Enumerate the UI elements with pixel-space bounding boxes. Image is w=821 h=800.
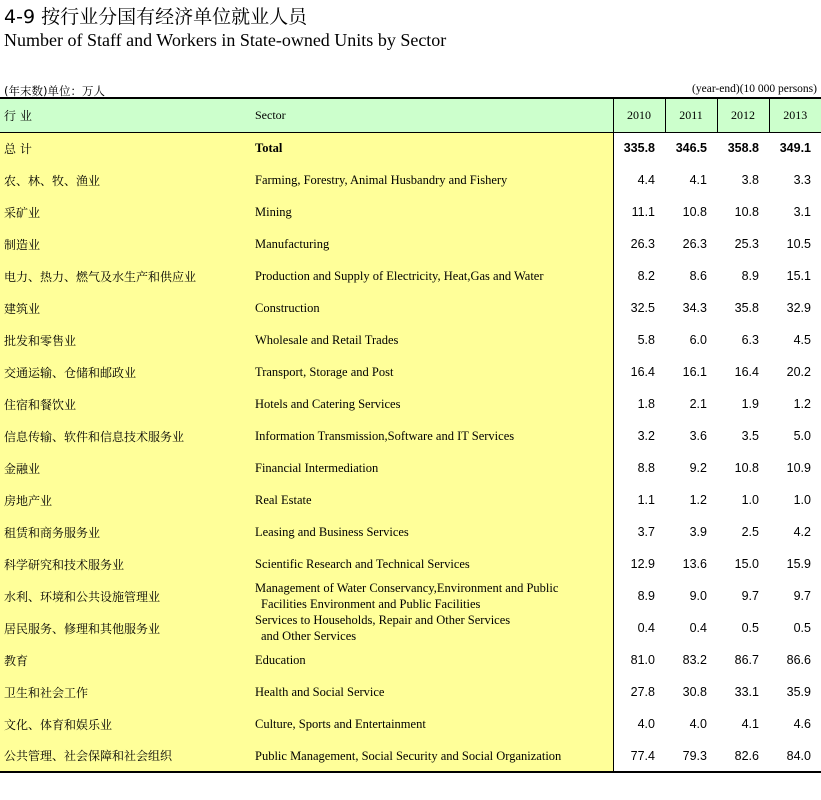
value-cell: 86.6 — [786, 653, 811, 667]
industry-name-cn: 金融业 — [0, 452, 251, 484]
industry-name-cn: 总 计 — [0, 132, 251, 164]
value-cell: 34.3 — [682, 301, 707, 315]
sector-name-en — [251, 324, 613, 356]
value-cell: 27.8 — [613, 676, 665, 708]
sector-name-line-2: and Other Services — [261, 629, 357, 643]
sector-name-en — [251, 388, 613, 420]
table-row — [0, 676, 821, 708]
sector-name-en — [251, 484, 613, 516]
value-cell: 358.8 — [727, 141, 759, 156]
value-cell: 4.6 — [793, 717, 811, 731]
table-row — [0, 612, 821, 644]
table-row — [0, 164, 821, 196]
value-cell: 0.5 — [793, 621, 811, 635]
industry-name-cn: 住宿和餐饮业 — [0, 388, 251, 420]
value-cell: 2.1 — [689, 397, 707, 411]
sector-name-line: Wholesale and Retail Trades — [255, 333, 399, 347]
staff-workers-table — [0, 97, 821, 773]
column-header-sector: Sector — [251, 98, 613, 132]
column-header-year: 2010 — [613, 98, 665, 132]
value-cell: 35.9 — [786, 685, 811, 699]
value-cell: 8.8 — [613, 452, 665, 484]
sector-name-line: Leasing and Business Services — [255, 525, 409, 539]
sector-name-line: Services to Households, Repair and Other Services — [255, 613, 511, 627]
value-cell: 335.8 — [613, 132, 665, 164]
value-cell: 10.8 — [734, 461, 759, 475]
value-cell: 26.3 — [613, 228, 665, 260]
sector-name-line: Culture, Sports and Entertainment — [255, 717, 426, 731]
table-row — [0, 708, 821, 740]
industry-name-cn: 公共管理、社会保障和社会组织 — [0, 740, 251, 772]
value-cell: 30.8 — [682, 685, 707, 699]
value-cell: 9.0 — [689, 589, 707, 603]
value-cell: 33.1 — [734, 685, 759, 699]
value-cell: 1.1 — [613, 484, 665, 516]
industry-name-cn: 信息传输、软件和信息技术服务业 — [0, 420, 251, 452]
value-cell: 346.5 — [675, 141, 707, 156]
sector-name-line: Farming, Forestry, Animal Husbandry and Fishery — [255, 173, 508, 187]
value-cell: 16.4 — [613, 356, 665, 388]
value-cell: 2.5 — [741, 525, 759, 539]
header-row — [0, 98, 821, 132]
table-row — [0, 548, 821, 580]
column-header-industry: 行 业 — [0, 98, 251, 132]
sector-name-en — [251, 164, 613, 196]
value-cell: 4.1 — [741, 717, 759, 731]
sector-name-en — [251, 548, 613, 580]
industry-name-cn: 租赁和商务服务业 — [0, 516, 251, 548]
value-cell: 10.5 — [786, 237, 811, 251]
value-cell: 3.9 — [689, 525, 707, 539]
value-cell: 79.3 — [665, 740, 717, 772]
unit-note-cn: (年末数)单位：万人 — [4, 84, 105, 98]
sector-name-en — [251, 708, 613, 740]
value-cell: 8.6 — [689, 269, 707, 283]
value-cell: 4.5 — [793, 333, 811, 347]
value-cell: 3.8 — [741, 173, 759, 187]
value-cell: 8.9 — [741, 269, 759, 283]
sector-name-en — [251, 420, 613, 452]
sector-name-en — [251, 740, 613, 772]
total-row — [0, 132, 821, 164]
value-cell: 86.7 — [734, 653, 759, 667]
industry-name-cn: 居民服务、修理和其他服务业 — [0, 612, 251, 644]
table-row — [0, 516, 821, 548]
sector-name-line: Management of Water Conservancy,Environment and Public — [255, 581, 559, 595]
table-row — [0, 228, 821, 260]
table-row — [0, 324, 821, 356]
sector-name-en — [251, 516, 613, 548]
sector-name-en — [251, 452, 613, 484]
value-cell: 6.0 — [689, 333, 707, 347]
sector-name-line: Production and Supply of Electricity, Heat,Gas and Water — [255, 269, 544, 283]
value-cell: 77.4 — [613, 740, 665, 772]
value-cell: 10.9 — [786, 461, 811, 475]
value-cell: 3.6 — [689, 429, 707, 443]
table-row — [0, 196, 821, 228]
sector-name-line: Financial Intermediation — [255, 461, 379, 475]
value-cell: 8.2 — [613, 260, 665, 292]
industry-name-cn: 农、林、牧、渔业 — [0, 164, 251, 196]
value-cell: 1.2 — [689, 493, 707, 507]
value-cell: 15.1 — [786, 269, 811, 283]
value-cell: 4.1 — [689, 173, 707, 187]
industry-name-cn: 采矿业 — [0, 196, 251, 228]
value-cell: 4.0 — [689, 717, 707, 731]
sector-name-line: Transport, Storage and Post — [255, 365, 394, 379]
table-row — [0, 644, 821, 676]
value-cell: 26.3 — [682, 237, 707, 251]
industry-name-cn: 教育 — [0, 644, 251, 676]
value-cell: 5.8 — [613, 324, 665, 356]
value-cell: 16.4 — [734, 365, 759, 379]
industry-name-cn: 科学研究和技术服务业 — [0, 548, 251, 580]
table-row — [0, 388, 821, 420]
table-row — [0, 292, 821, 324]
column-header-year: 2011 — [665, 98, 717, 132]
industry-name-cn: 房地产业 — [0, 484, 251, 516]
value-cell: 349.1 — [779, 141, 811, 156]
sector-name-line: Education — [255, 653, 306, 667]
industry-name-cn: 制造业 — [0, 228, 251, 260]
industry-name-cn: 文化、体育和娱乐业 — [0, 708, 251, 740]
industry-name-cn: 电力、热力、燃气及水生产和供应业 — [0, 260, 251, 292]
value-cell: 1.2 — [793, 397, 811, 411]
sector-name-line: Hotels and Catering Services — [255, 397, 401, 411]
value-cell: 0.4 — [689, 621, 707, 635]
value-cell: 32.5 — [613, 292, 665, 324]
column-header-year: 2012 — [717, 98, 769, 132]
sector-name-line: Scientific Research and Technical Services — [255, 557, 470, 571]
value-cell: 1.8 — [613, 388, 665, 420]
sector-name-line: Information Transmission,Software and IT Services — [255, 429, 515, 443]
table-row — [0, 484, 821, 516]
value-cell: 10.8 — [682, 205, 707, 219]
sector-name-line: Public Management, Social Security and Social Organization — [255, 748, 562, 763]
value-cell: 1.9 — [741, 397, 759, 411]
value-cell: 15.9 — [786, 557, 811, 571]
value-cell: 0.4 — [613, 612, 665, 644]
sector-name-line: Mining — [255, 205, 292, 219]
sector-name-en — [251, 644, 613, 676]
table-row — [0, 580, 821, 612]
value-cell: 3.3 — [793, 173, 811, 187]
table-row — [0, 452, 821, 484]
value-cell: 6.3 — [741, 333, 759, 347]
value-cell: 13.6 — [682, 557, 707, 571]
value-cell: 83.2 — [682, 653, 707, 667]
value-cell: 1.0 — [741, 493, 759, 507]
value-cell: 12.9 — [613, 548, 665, 580]
sector-name-en — [251, 612, 613, 644]
sector-name-en — [251, 228, 613, 260]
table-row — [0, 740, 821, 772]
value-cell: 3.1 — [793, 205, 811, 219]
value-cell: 8.9 — [613, 580, 665, 612]
sector-name-en — [251, 676, 613, 708]
value-cell: 20.2 — [786, 365, 811, 379]
value-cell: 4.2 — [793, 525, 811, 539]
value-cell: 4.0 — [613, 708, 665, 740]
sector-name-en — [251, 356, 613, 388]
industry-name-cn: 建筑业 — [0, 292, 251, 324]
sector-name-en — [251, 196, 613, 228]
value-cell: 25.3 — [734, 237, 759, 251]
value-cell: 15.0 — [734, 557, 759, 571]
column-header-year: 2013 — [769, 98, 821, 132]
sector-name-line: Total — [255, 141, 283, 156]
value-cell: 10.8 — [734, 205, 759, 219]
value-cell: 11.1 — [613, 196, 665, 228]
unit-note-en: (year-end)(10 000 persons) — [692, 83, 817, 95]
sector-name-en — [251, 260, 613, 292]
value-cell: 32.9 — [786, 301, 811, 315]
table-row — [0, 420, 821, 452]
value-cell: 82.6 — [717, 740, 769, 772]
sector-name-line: Manufacturing — [255, 237, 330, 251]
industry-name-cn: 批发和零售业 — [0, 324, 251, 356]
sector-name-en — [251, 132, 613, 164]
sector-name-line: Construction — [255, 301, 320, 315]
sector-name-line-2: Facilities Environment and Public Facilities — [261, 597, 481, 611]
industry-name-cn: 卫生和社会工作 — [0, 676, 251, 708]
value-cell: 9.7 — [741, 589, 759, 603]
value-cell: 3.7 — [613, 516, 665, 548]
value-cell: 3.2 — [613, 420, 665, 452]
value-cell: 9.2 — [689, 461, 707, 475]
table-row — [0, 260, 821, 292]
value-cell: 3.5 — [741, 429, 759, 443]
value-cell: 5.0 — [793, 429, 811, 443]
industry-name-cn: 水利、环境和公共设施管理业 — [0, 580, 251, 612]
value-cell: 1.0 — [793, 493, 811, 507]
page-title-en: Number of Staff and Workers in State-owned Units by Sector — [4, 30, 447, 50]
value-cell: 81.0 — [613, 644, 665, 676]
value-cell: 16.1 — [682, 365, 707, 379]
value-cell: 9.7 — [793, 589, 811, 603]
value-cell: 4.4 — [613, 164, 665, 196]
page-title-cn: 4-9 按行业分国有经济单位就业人员 — [4, 6, 308, 28]
sector-name-en — [251, 580, 613, 612]
industry-name-cn: 交通运输、仓储和邮政业 — [0, 356, 251, 388]
sector-name-line: Health and Social Service — [255, 685, 385, 699]
table-row — [0, 356, 821, 388]
sector-name-line: Real Estate — [255, 493, 312, 507]
value-cell: 35.8 — [734, 301, 759, 315]
sector-name-en — [251, 292, 613, 324]
value-cell: 0.5 — [741, 621, 759, 635]
value-cell: 84.0 — [769, 740, 821, 772]
